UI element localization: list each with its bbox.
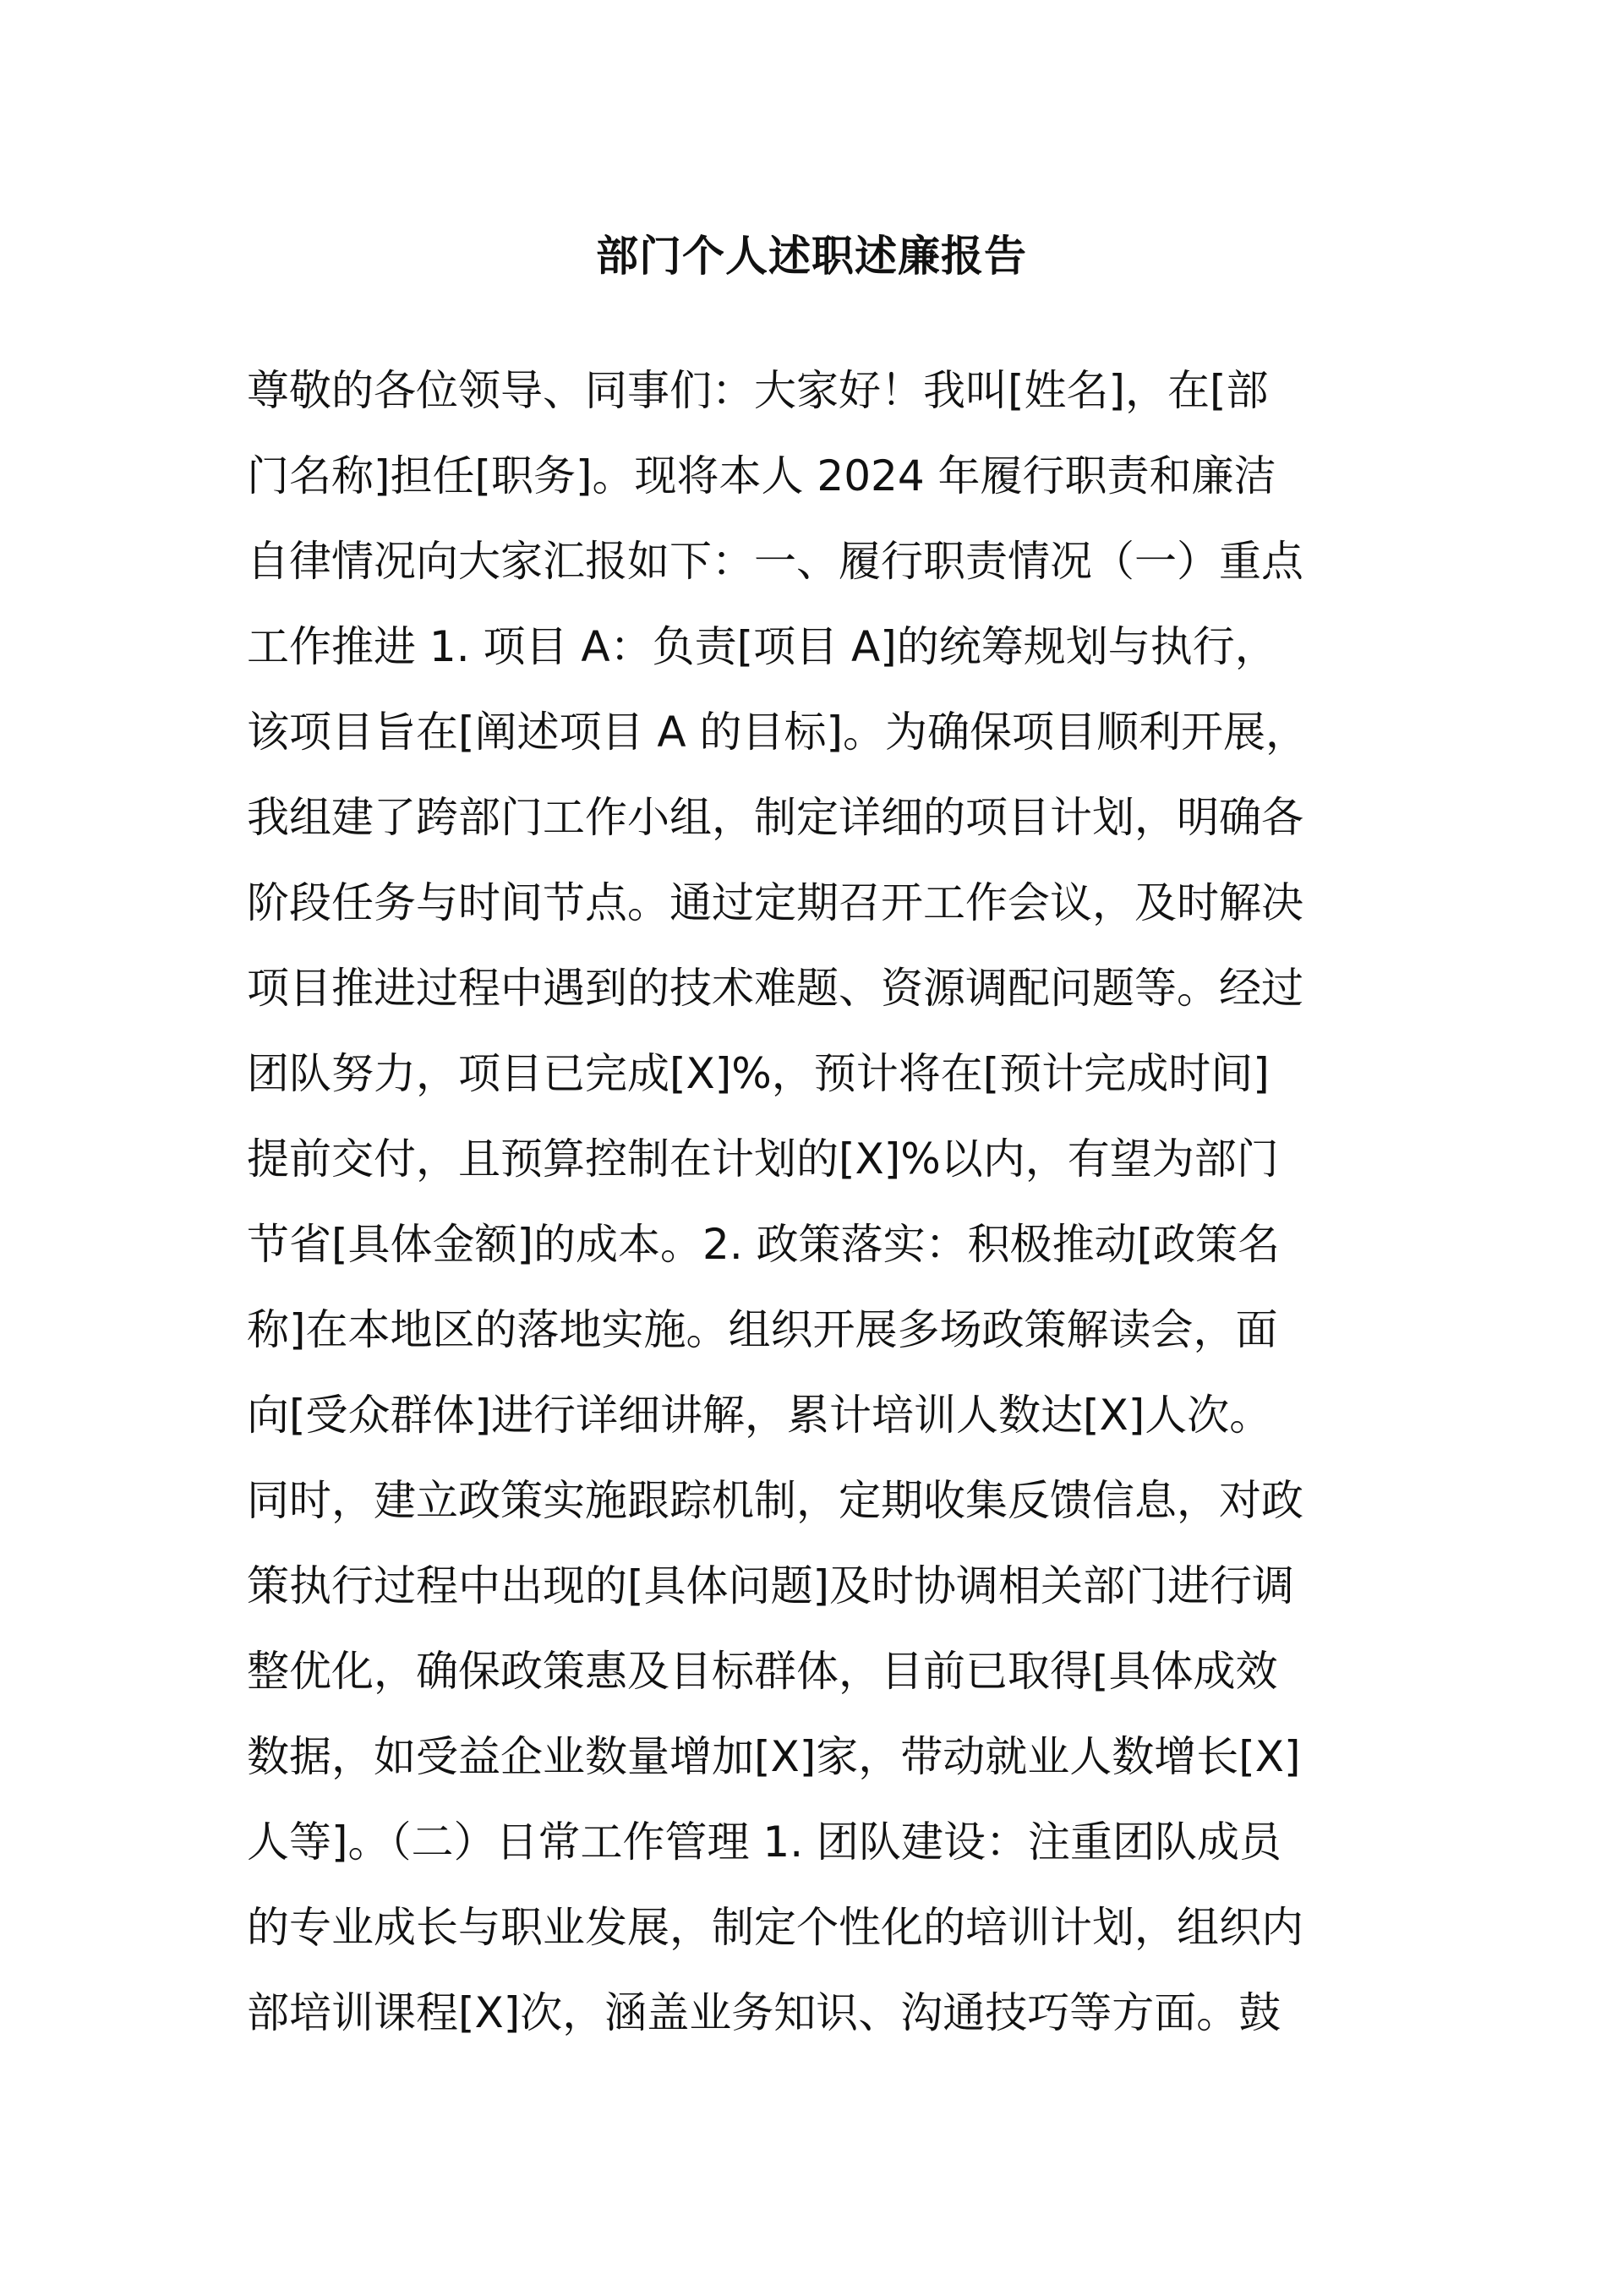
document-title: 部门个人述职述廉报告 — [596, 232, 1027, 281]
body-line: 尊敬的各位领导、同事们：大家好！我叫[姓名]，在[部 — [247, 366, 1269, 415]
body-line: 称]在本地区的落地实施。组织开展多场政策解读会，面 — [247, 1305, 1278, 1354]
body-line: 工作推进 1. 项目 A：负责[项目 A]的统筹规划与执行， — [247, 622, 1277, 671]
body-line: 我组建了跨部门工作小组，制定详细的项目计划，明确各 — [247, 793, 1303, 842]
body-line: 节省[具体金额]的成本。2. 政策落实：积极推动[政策名 — [247, 1220, 1281, 1269]
body-line: 阶段任务与时间节点。通过定期召开工作会议，及时解决 — [247, 878, 1303, 927]
body-line: 的专业成长与职业发展，制定个性化的培训计划，组织内 — [247, 1903, 1303, 1952]
body-line: 部培训课程[X]次，涵盖业务知识、沟通技巧等方面。鼓 — [247, 1988, 1281, 2037]
body-line: 数据，如受益企业数量增加[X]家，带动就业人数增长[X] — [247, 1732, 1301, 1781]
body-line: 向[受众群体]进行详细讲解，累计培训人数达[X]人次。 — [247, 1391, 1272, 1440]
body-line: 整优化，确保政策惠及目标群体，目前已取得[具体成效 — [247, 1647, 1278, 1696]
body-line: 该项目旨在[阐述项目 A 的目标]。为确保项目顺利开展， — [247, 708, 1309, 757]
body-line: 人等]。（二）日常工作管理 1. 团队建设：注重团队成员 — [247, 1818, 1281, 1867]
body-line: 自律情况向大家汇报如下：一、履行职责情况（一）重点 — [247, 537, 1303, 586]
body-line: 项目推进过程中遇到的技术难题、资源调配问题等。经过 — [247, 964, 1303, 1013]
body-line: 提前交付，且预算控制在计划的[X]%以内，有望为部门 — [247, 1134, 1279, 1184]
body-line: 同时，建立政策实施跟踪机制，定期收集反馈信息，对政 — [247, 1476, 1303, 1525]
body-line: 策执行过程中出现的[具体问题]及时协调相关部门进行调 — [247, 1561, 1295, 1610]
body-line: 门名称]担任[职务]。现将本人 2024 年履行职责和廉洁 — [247, 451, 1276, 500]
document-body — [247, 348, 1396, 2056]
body-line: 团队努力，项目已完成[X]%，预计将在[预计完成时间] — [247, 1049, 1270, 1098]
